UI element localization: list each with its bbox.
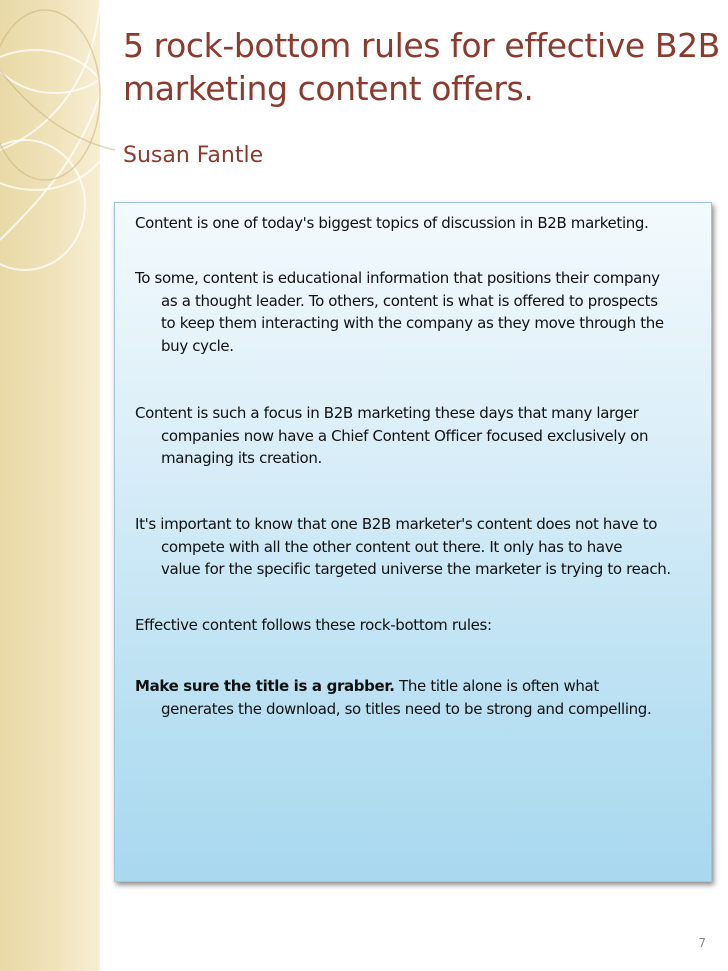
page-number: 7	[698, 936, 706, 950]
bold-lead: Make sure the title is a grabber.	[135, 677, 395, 695]
text-line: buy cycle.	[161, 336, 234, 355]
paragraph-rule-title-grabber	[135, 675, 710, 720]
decorative-swirls	[0, 0, 115, 300]
paragraph-chief-content-officer	[135, 402, 710, 470]
text-line: compete with all the other content out there. It only has to have	[161, 537, 623, 556]
text-line: as a thought leader. To others, content is what is offered to prospects	[161, 291, 658, 310]
text-line: Effective content follows these rock-bottom rules:	[135, 616, 492, 634]
text-line: To some, content is educational information that positions their company	[135, 269, 660, 287]
text-line: Content is one of today's biggest topics of discussion in B2B marketing.	[135, 214, 649, 232]
paragraph-intro	[135, 212, 710, 235]
text-line: Content is such a focus in B2B marketing these days that many larger	[135, 404, 639, 422]
text-line: It's important to know that one B2B marketer's content does not have to	[135, 515, 658, 533]
text-line: companies now have a Chief Content Officer focused exclusively on	[161, 426, 649, 445]
text-run: The title alone is often what	[394, 677, 599, 695]
text-line	[135, 675, 710, 698]
text-line: to keep them interacting with the company as they move through the	[161, 314, 664, 332]
title-line: 5 rock-bottom rules for effective B2B	[123, 26, 720, 65]
title-line: marketing content offers.	[123, 69, 534, 108]
content-box	[114, 202, 712, 882]
author-name: Susan Fantle	[123, 143, 264, 168]
slide-title	[123, 24, 720, 110]
text-line: generates the download, so titles need to be strong and compelling.	[161, 699, 652, 718]
paragraph-content-definitions	[135, 267, 710, 357]
text-line: managing its creation.	[161, 449, 322, 467]
text-line: value for the specific targeted universe the marketer is trying to reach.	[161, 560, 671, 578]
paragraph-targeted-value	[135, 513, 710, 581]
paragraph-rules-intro	[135, 614, 710, 637]
